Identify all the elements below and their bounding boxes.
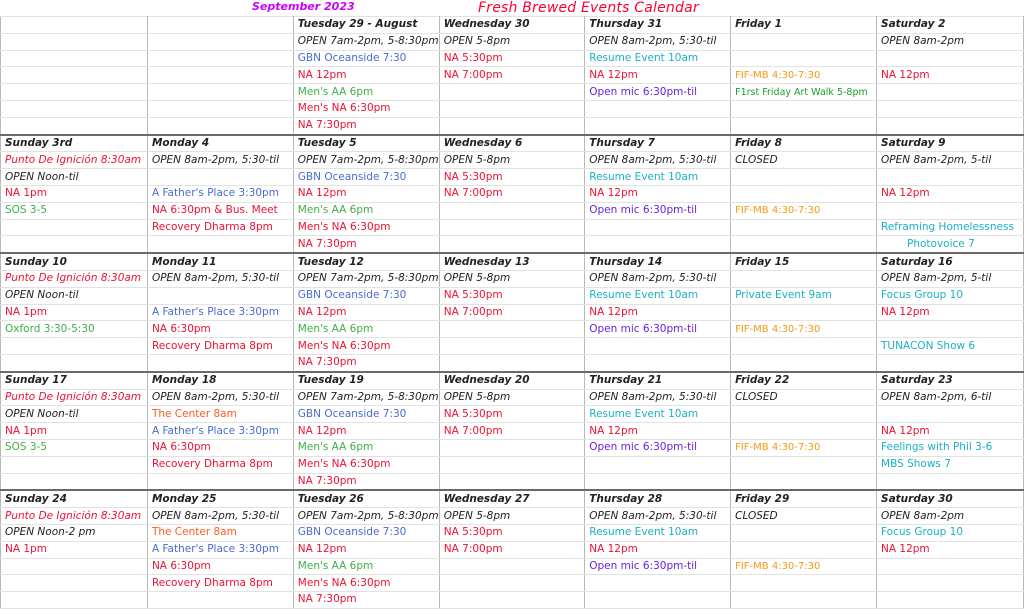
event-cell[interactable] <box>1 338 148 355</box>
event-cell[interactable]: NA 7:00pm <box>439 541 584 558</box>
event-row <box>1 100 1024 117</box>
event-cell[interactable]: Open mic 6:30pm-til <box>585 202 731 219</box>
event-cell[interactable] <box>877 84 1024 101</box>
event-cell[interactable]: OPEN 8am-2pm, 5:30-til <box>147 389 293 406</box>
event-cell[interactable]: OPEN 5-8pm <box>439 270 584 287</box>
event-cell[interactable] <box>439 236 584 253</box>
event-cell[interactable] <box>439 219 584 236</box>
event-cell[interactable] <box>877 354 1024 371</box>
event-cell[interactable] <box>147 67 293 84</box>
event-cell[interactable]: NA 12pm <box>877 185 1024 202</box>
event-row <box>1 524 1024 541</box>
day-header-thursday[interactable]: Thursday 14 <box>585 253 731 270</box>
event-cell[interactable]: Punto De Ignición 8:30am <box>1 270 148 287</box>
event-cell[interactable]: TUNACON Show 6 <box>877 338 1024 355</box>
event-cell[interactable] <box>585 338 731 355</box>
event-cell[interactable]: FIF-MB 4:30-7:30 <box>731 439 877 456</box>
event-cell[interactable]: Resume Event 10am <box>585 524 731 541</box>
event-cell[interactable] <box>439 202 584 219</box>
event-cell[interactable] <box>1 100 148 117</box>
event-cell[interactable] <box>439 100 584 117</box>
event-cell[interactable]: Focus Group 10 <box>877 287 1024 304</box>
day-header-wednesday[interactable]: Wednesday 30 <box>439 17 584 34</box>
event-cell[interactable]: NA 7:00pm <box>439 185 584 202</box>
event-cell[interactable]: CLOSED <box>731 152 877 169</box>
event-cell[interactable] <box>1 117 148 134</box>
event-cell[interactable]: NA 12pm <box>877 67 1024 84</box>
event-cell[interactable]: Photovoice 7 <box>877 236 1024 253</box>
event-cell[interactable]: Punto De Ignición 8:30am <box>1 152 148 169</box>
event-cell[interactable] <box>731 219 877 236</box>
event-cell[interactable]: Men's NA 6:30pm <box>293 338 439 355</box>
event-cell[interactable] <box>1 354 148 371</box>
event-cell[interactable]: NA 7:30pm <box>293 592 439 609</box>
event-cell[interactable]: CLOSED <box>731 508 877 525</box>
event-cell[interactable]: OPEN 7am-2pm, 5-8:30pm <box>293 389 439 406</box>
week-header-row <box>1 135 1024 152</box>
event-cell[interactable] <box>731 456 877 473</box>
event-row <box>1 439 1024 456</box>
event-cell[interactable] <box>1 84 148 101</box>
day-header-monday[interactable] <box>147 17 293 34</box>
event-cell[interactable]: CLOSED <box>731 389 877 406</box>
event-cell[interactable]: FIF-MB 4:30-7:30 <box>731 67 877 84</box>
event-cell[interactable] <box>147 50 293 67</box>
event-cell[interactable] <box>147 473 293 490</box>
event-cell[interactable] <box>1 67 148 84</box>
event-cell[interactable]: Recovery Dharma 8pm <box>147 338 293 355</box>
event-cell[interactable] <box>585 236 731 253</box>
event-cell[interactable]: SOS 3-5 <box>1 439 148 456</box>
event-cell[interactable]: Recovery Dharma 8pm <box>147 219 293 236</box>
event-cell[interactable]: OPEN 7am-2pm, 5-8:30pm <box>293 508 439 525</box>
event-row <box>1 67 1024 84</box>
event-cell[interactable] <box>731 524 877 541</box>
event-cell[interactable] <box>877 406 1024 423</box>
event-cell[interactable] <box>1 575 148 592</box>
event-cell[interactable] <box>585 473 731 490</box>
event-cell[interactable]: OPEN 8am-2pm, 5:30-til <box>585 270 731 287</box>
event-cell[interactable] <box>147 100 293 117</box>
event-cell[interactable]: NA 12pm <box>293 541 439 558</box>
event-row <box>1 473 1024 490</box>
day-header-tuesday[interactable]: Tuesday 12 <box>293 253 439 270</box>
event-cell[interactable]: Men's AA 6pm <box>293 202 439 219</box>
event-cell[interactable]: A Father's Place 3:30pm <box>147 304 293 321</box>
event-cell[interactable] <box>731 338 877 355</box>
event-row <box>1 321 1024 338</box>
event-cell[interactable] <box>147 236 293 253</box>
event-row <box>1 389 1024 406</box>
event-cell[interactable]: Focus Group 10 <box>877 524 1024 541</box>
event-cell[interactable] <box>147 33 293 50</box>
event-cell[interactable]: NA 6:30pm <box>147 321 293 338</box>
day-header-thursday[interactable]: Thursday 7 <box>585 135 731 152</box>
event-row <box>1 169 1024 186</box>
event-cell[interactable] <box>731 50 877 67</box>
day-header-friday[interactable]: Friday 29 <box>731 490 877 507</box>
event-cell[interactable]: OPEN Noon-2 pm <box>1 524 148 541</box>
event-cell[interactable] <box>439 84 584 101</box>
event-cell[interactable]: MBS Shows 7 <box>877 456 1024 473</box>
event-cell[interactable] <box>877 575 1024 592</box>
event-cell[interactable] <box>731 575 877 592</box>
event-cell[interactable]: Recovery Dharma 8pm <box>147 456 293 473</box>
event-cell[interactable]: A Father's Place 3:30pm <box>147 185 293 202</box>
day-header-sunday[interactable]: Sunday 17 <box>1 372 148 389</box>
event-cell[interactable]: GBN Oceanside 7:30 <box>293 406 439 423</box>
event-cell[interactable]: NA 7:00pm <box>439 67 584 84</box>
event-cell[interactable] <box>731 33 877 50</box>
event-cell[interactable]: FIF-MB 4:30-7:30 <box>731 321 877 338</box>
event-cell[interactable]: OPEN 8am-2pm, 5-til <box>877 270 1024 287</box>
event-cell[interactable] <box>731 169 877 186</box>
day-header-tuesday[interactable]: Tuesday 29 - August <box>293 17 439 34</box>
event-cell[interactable] <box>439 439 584 456</box>
event-cell[interactable] <box>147 592 293 609</box>
event-cell[interactable]: OPEN 7am-2pm, 5-8:30pm <box>293 270 439 287</box>
event-cell[interactable]: NA 5:30pm <box>439 524 584 541</box>
event-cell[interactable] <box>147 354 293 371</box>
event-cell[interactable] <box>147 287 293 304</box>
event-cell[interactable]: NA 7:30pm <box>293 117 439 134</box>
event-cell[interactable] <box>439 473 584 490</box>
event-cell[interactable] <box>585 117 731 134</box>
event-cell[interactable]: OPEN 8am-2pm, 5:30-til <box>147 152 293 169</box>
event-cell[interactable] <box>439 575 584 592</box>
event-cell[interactable]: FIF-MB 4:30-7:30 <box>731 202 877 219</box>
event-cell[interactable] <box>877 50 1024 67</box>
event-cell[interactable] <box>877 100 1024 117</box>
day-header-tuesday[interactable]: Tuesday 26 <box>293 490 439 507</box>
event-cell[interactable] <box>585 575 731 592</box>
event-cell[interactable] <box>1 236 148 253</box>
calendar-title: Fresh Brewed Events Calendar <box>478 0 699 16</box>
event-cell[interactable]: OPEN Noon-til <box>1 406 148 423</box>
event-row <box>1 236 1024 253</box>
event-cell[interactable]: OPEN 8am-2pm, 5-til <box>877 152 1024 169</box>
event-cell[interactable]: Men's NA 6:30pm <box>293 100 439 117</box>
event-cell[interactable]: F1rst Friday Art Walk 5-8pm <box>731 84 877 101</box>
event-cell[interactable] <box>731 406 877 423</box>
event-cell[interactable] <box>1 50 148 67</box>
event-cell[interactable] <box>1 592 148 609</box>
event-cell[interactable] <box>585 456 731 473</box>
event-row <box>1 152 1024 169</box>
event-cell[interactable]: Men's AA 6pm <box>293 439 439 456</box>
event-cell[interactable] <box>877 558 1024 575</box>
event-cell[interactable] <box>439 456 584 473</box>
day-header-saturday[interactable]: Saturday 16 <box>877 253 1024 270</box>
event-row <box>1 185 1024 202</box>
event-cell[interactable]: OPEN 5-8pm <box>439 152 584 169</box>
event-row <box>1 338 1024 355</box>
event-cell[interactable]: Men's NA 6:30pm <box>293 575 439 592</box>
event-cell[interactable] <box>1 558 148 575</box>
event-cell[interactable]: Reframing Homelessness <box>877 219 1024 236</box>
event-cell[interactable] <box>731 592 877 609</box>
event-cell[interactable]: NA 12pm <box>585 541 731 558</box>
event-cell[interactable] <box>439 321 584 338</box>
event-cell[interactable]: NA 12pm <box>877 541 1024 558</box>
event-cell[interactable] <box>731 185 877 202</box>
event-cell[interactable]: Open mic 6:30pm-til <box>585 84 731 101</box>
event-cell[interactable] <box>147 169 293 186</box>
event-cell[interactable]: Oxford 3:30-5:30 <box>1 321 148 338</box>
day-header-tuesday[interactable]: Tuesday 19 <box>293 372 439 389</box>
event-cell[interactable]: Men's NA 6:30pm <box>293 456 439 473</box>
event-row <box>1 304 1024 321</box>
event-row <box>1 354 1024 371</box>
event-cell[interactable]: The Center 8am <box>147 524 293 541</box>
event-cell[interactable] <box>1 33 148 50</box>
event-row <box>1 50 1024 67</box>
event-row <box>1 287 1024 304</box>
event-cell[interactable] <box>439 338 584 355</box>
event-cell[interactable] <box>731 117 877 134</box>
day-header-sunday[interactable] <box>1 17 148 34</box>
event-cell[interactable]: The Center 8am <box>147 406 293 423</box>
event-cell[interactable] <box>877 473 1024 490</box>
event-cell[interactable] <box>731 270 877 287</box>
day-header-sunday[interactable]: Sunday 24 <box>1 490 148 507</box>
day-header-wednesday[interactable]: Wednesday 13 <box>439 253 584 270</box>
event-cell[interactable] <box>731 423 877 440</box>
event-cell[interactable]: NA 12pm <box>877 304 1024 321</box>
event-cell[interactable]: Resume Event 10am <box>585 406 731 423</box>
event-cell[interactable] <box>731 304 877 321</box>
event-row <box>1 456 1024 473</box>
event-cell[interactable]: Feelings with Phil 3-6 <box>877 439 1024 456</box>
event-row <box>1 406 1024 423</box>
event-row <box>1 270 1024 287</box>
event-cell[interactable] <box>147 117 293 134</box>
event-cell[interactable]: NA 12pm <box>585 304 731 321</box>
event-cell[interactable]: OPEN 5-8pm <box>439 389 584 406</box>
day-header-monday[interactable]: Monday 18 <box>147 372 293 389</box>
event-cell[interactable]: NA 12pm <box>585 423 731 440</box>
event-cell[interactable]: OPEN 8am-2pm, 5:30-til <box>147 270 293 287</box>
event-cell[interactable]: Recovery Dharma 8pm <box>147 575 293 592</box>
event-cell[interactable]: OPEN 5-8pm <box>439 508 584 525</box>
event-cell[interactable] <box>439 592 584 609</box>
event-cell[interactable]: SOS 3-5 <box>1 202 148 219</box>
event-cell[interactable]: NA 5:30pm <box>439 50 584 67</box>
event-row <box>1 219 1024 236</box>
day-header-saturday[interactable]: Saturday 23 <box>877 372 1024 389</box>
event-cell[interactable]: Open mic 6:30pm-til <box>585 558 731 575</box>
event-cell[interactable] <box>585 219 731 236</box>
event-cell[interactable]: OPEN 8am-2pm, 5:30-til <box>585 152 731 169</box>
event-cell[interactable]: NA 7:30pm <box>293 473 439 490</box>
event-cell[interactable]: OPEN 8am-2pm <box>877 33 1024 50</box>
event-cell[interactable]: NA 5:30pm <box>439 169 584 186</box>
event-cell[interactable]: OPEN 8am-2pm <box>877 508 1024 525</box>
event-cell[interactable]: OPEN 7am-2pm, 5-8:30pm <box>293 33 439 50</box>
event-cell[interactable] <box>877 169 1024 186</box>
event-cell[interactable]: Men's AA 6pm <box>293 84 439 101</box>
event-cell[interactable]: NA 1pm <box>1 304 148 321</box>
event-cell[interactable]: NA 1pm <box>1 185 148 202</box>
day-header-monday[interactable]: Monday 25 <box>147 490 293 507</box>
event-cell[interactable]: NA 5:30pm <box>439 287 584 304</box>
event-cell[interactable] <box>1 456 148 473</box>
event-cell[interactable]: FIF-MB 4:30-7:30 <box>731 558 877 575</box>
event-cell[interactable]: NA 5:30pm <box>439 406 584 423</box>
day-header-friday[interactable]: Friday 1 <box>731 17 877 34</box>
month-label: September 2023 <box>252 0 355 13</box>
event-cell[interactable]: NA 12pm <box>585 185 731 202</box>
event-cell[interactable]: NA 12pm <box>293 423 439 440</box>
event-cell[interactable]: NA 1pm <box>1 423 148 440</box>
event-cell[interactable] <box>439 558 584 575</box>
week-header-row <box>1 372 1024 389</box>
event-cell[interactable]: OPEN 8am-2pm, 6-til <box>877 389 1024 406</box>
event-cell[interactable] <box>731 236 877 253</box>
week-header-row <box>1 17 1024 34</box>
event-cell[interactable] <box>585 354 731 371</box>
day-header-sunday[interactable]: Sunday 10 <box>1 253 148 270</box>
event-row <box>1 423 1024 440</box>
event-cell[interactable]: NA 7:00pm <box>439 304 584 321</box>
event-cell[interactable]: NA 12pm <box>877 423 1024 440</box>
event-cell[interactable]: GBN Oceanside 7:30 <box>293 524 439 541</box>
event-cell[interactable]: Men's AA 6pm <box>293 321 439 338</box>
day-header-thursday[interactable]: Thursday 28 <box>585 490 731 507</box>
event-row <box>1 33 1024 50</box>
event-cell[interactable] <box>877 592 1024 609</box>
event-row <box>1 117 1024 134</box>
event-cell[interactable]: NA 12pm <box>293 304 439 321</box>
week-header-row <box>1 253 1024 270</box>
event-cell[interactable]: NA 7:30pm <box>293 354 439 371</box>
event-cell[interactable]: OPEN 7am-2pm, 5-8:30pm <box>293 152 439 169</box>
event-cell[interactable] <box>147 84 293 101</box>
event-cell[interactable] <box>1 473 148 490</box>
event-row <box>1 575 1024 592</box>
event-cell[interactable]: OPEN 8am-2pm, 5:30-til <box>585 33 731 50</box>
event-row <box>1 508 1024 525</box>
event-cell[interactable]: NA 6:30pm <box>147 558 293 575</box>
day-header-tuesday[interactable]: Tuesday 5 <box>293 135 439 152</box>
event-cell[interactable]: GBN Oceanside 7:30 <box>293 169 439 186</box>
event-cell[interactable]: Open mic 6:30pm-til <box>585 321 731 338</box>
event-cell[interactable] <box>731 473 877 490</box>
event-cell[interactable]: Resume Event 10am <box>585 287 731 304</box>
event-row <box>1 84 1024 101</box>
event-cell[interactable]: OPEN 8am-2pm, 5:30-til <box>585 508 731 525</box>
event-cell[interactable]: OPEN 5-8pm <box>439 33 584 50</box>
day-header-friday[interactable]: Friday 22 <box>731 372 877 389</box>
event-cell[interactable]: NA 12pm <box>293 67 439 84</box>
event-cell[interactable] <box>439 354 584 371</box>
event-cell[interactable] <box>877 202 1024 219</box>
event-cell[interactable] <box>585 100 731 117</box>
event-cell[interactable]: NA 7:30pm <box>293 236 439 253</box>
event-row <box>1 202 1024 219</box>
event-cell[interactable]: Open mic 6:30pm-til <box>585 439 731 456</box>
day-header-wednesday[interactable]: Wednesday 27 <box>439 490 584 507</box>
event-cell[interactable]: OPEN Noon-til <box>1 169 148 186</box>
event-cell[interactable]: NA 6:30pm & Bus. Meet <box>147 202 293 219</box>
event-cell[interactable]: NA 1pm <box>1 541 148 558</box>
event-cell[interactable]: Men's NA 6:30pm <box>293 219 439 236</box>
event-row <box>1 592 1024 609</box>
event-cell[interactable]: Private Event 9am <box>731 287 877 304</box>
event-cell[interactable]: Punto De Ignición 8:30am <box>1 389 148 406</box>
event-cell[interactable]: GBN Oceanside 7:30 <box>293 50 439 67</box>
event-cell[interactable]: NA 6:30pm <box>147 439 293 456</box>
calendar-body <box>1 17 1024 609</box>
week-header-row <box>1 490 1024 507</box>
event-cell[interactable]: Punto De Ignición 8:30am <box>1 508 148 525</box>
day-header-wednesday[interactable]: Wednesday 6 <box>439 135 584 152</box>
day-header-sunday[interactable]: Sunday 3rd <box>1 135 148 152</box>
day-header-thursday[interactable]: Thursday 31 <box>585 17 731 34</box>
event-cell[interactable]: A Father's Place 3:30pm <box>147 541 293 558</box>
day-header-monday[interactable]: Monday 4 <box>147 135 293 152</box>
event-cell[interactable] <box>877 117 1024 134</box>
day-header-saturday[interactable]: Saturday 30 <box>877 490 1024 507</box>
calendar-grid <box>0 16 1024 609</box>
day-header-saturday[interactable]: Saturday 2 <box>877 17 1024 34</box>
day-header-thursday[interactable]: Thursday 21 <box>585 372 731 389</box>
event-cell[interactable] <box>585 592 731 609</box>
event-cell[interactable]: Resume Event 10am <box>585 50 731 67</box>
event-row <box>1 558 1024 575</box>
day-header-friday[interactable]: Friday 15 <box>731 253 877 270</box>
event-cell[interactable]: OPEN 8am-2pm, 5:30-til <box>585 389 731 406</box>
event-cell[interactable]: NA 7:00pm <box>439 423 584 440</box>
event-cell[interactable] <box>731 100 877 117</box>
event-cell[interactable] <box>877 321 1024 338</box>
event-cell[interactable]: NA 12pm <box>293 185 439 202</box>
event-cell[interactable]: Men's AA 6pm <box>293 558 439 575</box>
event-cell[interactable] <box>731 354 877 371</box>
day-header-saturday[interactable]: Saturday 9 <box>877 135 1024 152</box>
event-row <box>1 541 1024 558</box>
event-cell[interactable]: NA 12pm <box>585 67 731 84</box>
event-cell[interactable] <box>1 219 148 236</box>
day-header-wednesday[interactable]: Wednesday 20 <box>439 372 584 389</box>
event-cell[interactable]: Resume Event 10am <box>585 169 731 186</box>
event-cell[interactable]: OPEN 8am-2pm, 5:30-til <box>147 508 293 525</box>
event-cell[interactable] <box>439 117 584 134</box>
day-header-monday[interactable]: Monday 11 <box>147 253 293 270</box>
event-cell[interactable]: OPEN Noon-til <box>1 287 148 304</box>
event-cell[interactable] <box>731 541 877 558</box>
event-cell[interactable]: A Father's Place 3:30pm <box>147 423 293 440</box>
day-header-friday[interactable]: Friday 8 <box>731 135 877 152</box>
event-cell[interactable]: GBN Oceanside 7:30 <box>293 287 439 304</box>
